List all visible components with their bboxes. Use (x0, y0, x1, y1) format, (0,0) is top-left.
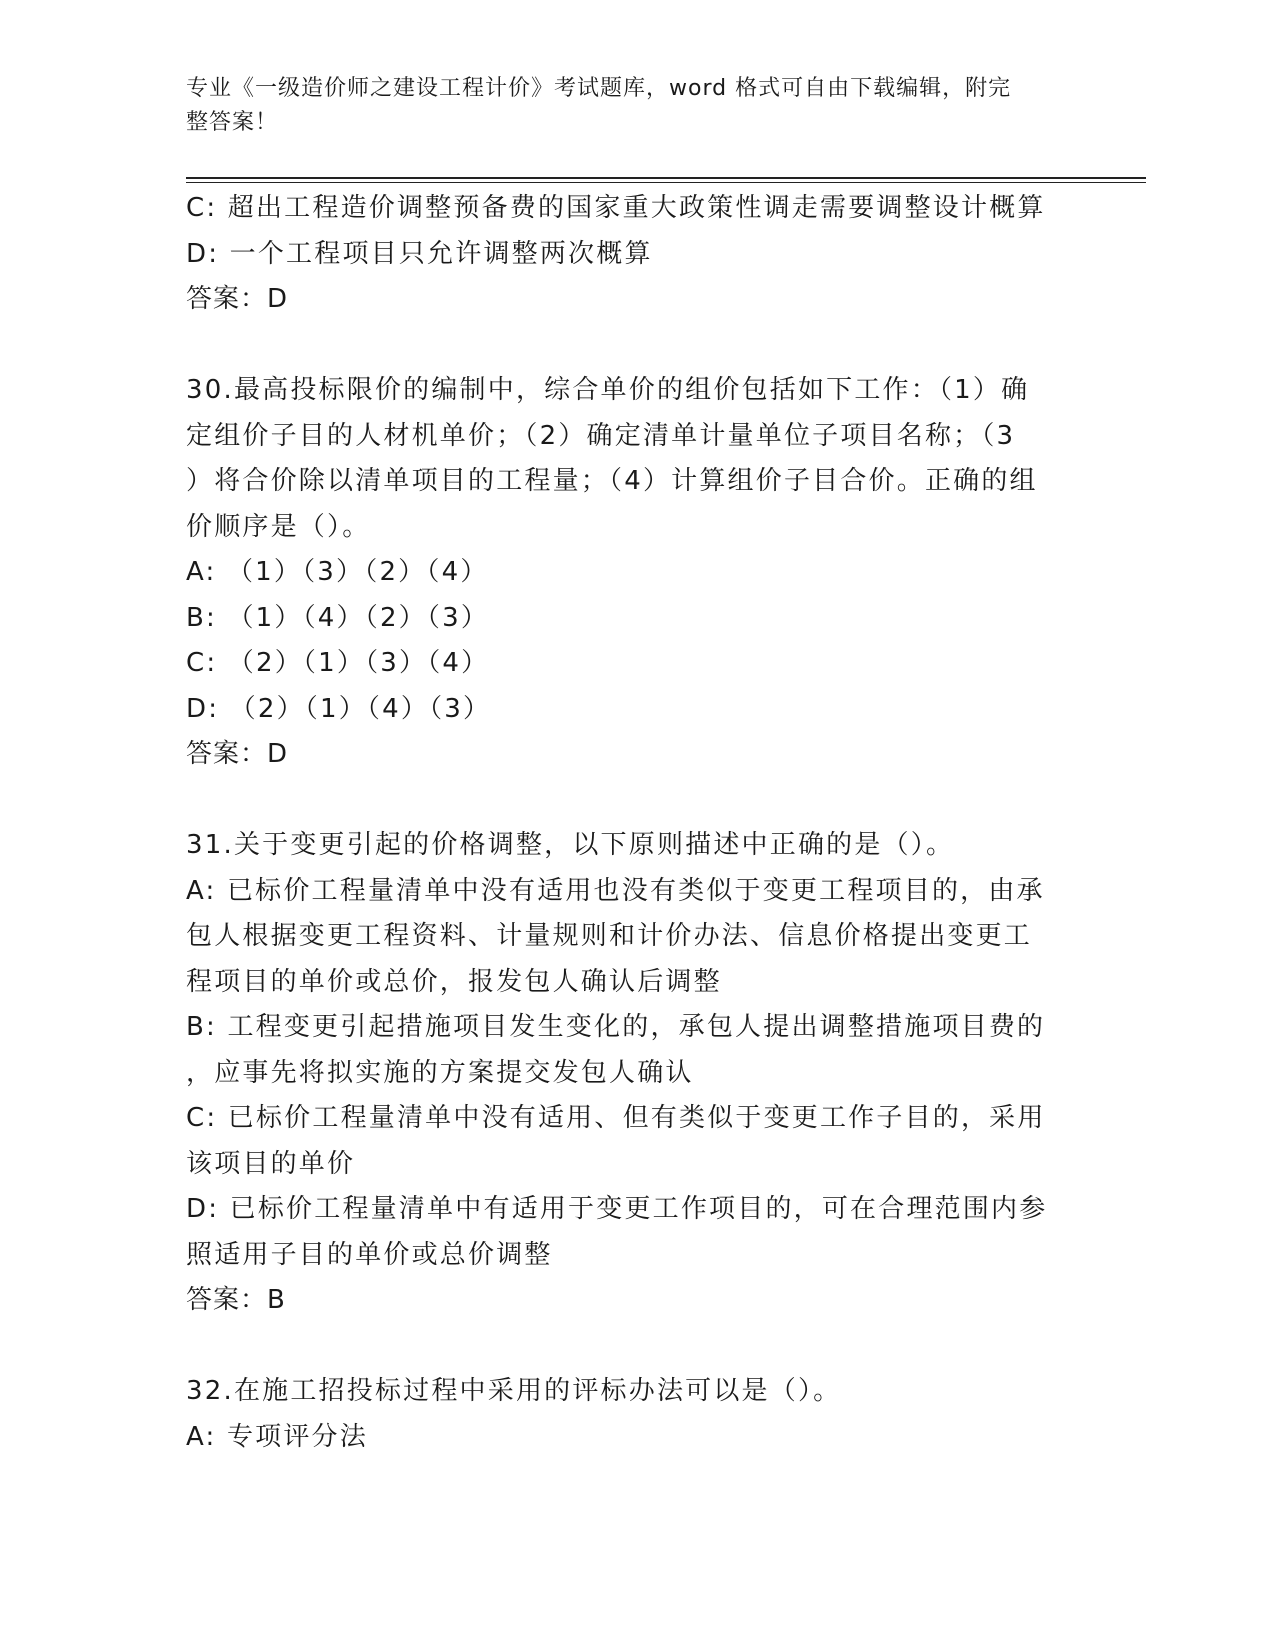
question-stem-line: 价顺序是（）。 (186, 511, 371, 542)
question-32 (186, 1369, 1066, 1460)
question-stem-line: 定组价子目的人材机单价；（2）确定清单计量单位子项目名称；（3 (186, 420, 1016, 451)
question-29-tail (186, 186, 1066, 323)
document-header (186, 72, 1066, 140)
option-c-line: 该项目的单价 (186, 1148, 356, 1179)
option-c-line: C: 已标价工程量清单中没有适用、但有类似于变更工作子目的，采用 (186, 1103, 1046, 1133)
spacer (186, 323, 1066, 369)
spacer (186, 1324, 1066, 1370)
option-b-line: B: 工程变更引起措施项目发生变化的，承包人提出调整措施项目费的 (186, 1012, 1046, 1042)
option-c: C: （2）（1）（3）（4） (186, 648, 490, 678)
option-a-line: 包人根据变更工程资料、计量规则和计价办法、信息价格提出变更工 (186, 921, 1033, 951)
option-d: D: （2）（1）（4）（3） (186, 693, 492, 724)
question-list (186, 186, 1066, 1460)
option-d-line: D: 已标价工程量清单中有适用于变更工作项目的，可在合理范围内参 (186, 1194, 1048, 1224)
option-b: B: （1）（4）（2）（3） (186, 602, 490, 633)
header-divider-thin (186, 182, 1146, 183)
header-line-2: 整答案！ (186, 110, 279, 135)
question-stem: 31.关于变更引起的价格调整，以下原则描述中正确的是（）。 (186, 830, 955, 860)
option-a: A: （1）（3）（2）（4） (186, 557, 489, 587)
header-divider-thick (186, 177, 1146, 179)
option-a-line: 程项目的单价或总价，报发包人确认后调整 (186, 966, 722, 997)
question-stem-line: ）将合价除以清单项目的工程量；（4）计算组价子目合价。正确的组 (186, 466, 1038, 496)
option-a-line: A: 已标价工程量清单中没有适用也没有类似于变更工程项目的，由承 (186, 875, 1045, 906)
option-a: A: 专项评分法 (186, 1421, 368, 1452)
header-line-1: 专业《一级造价师之建设工程计价》考试题库，word 格式可自由下载编辑，附完 (186, 76, 1012, 101)
question-stem: 32.在施工招投标过程中采用的评标办法可以是（）。 (186, 1376, 842, 1406)
option-c: C: 超出工程造价调整预备费的国家重大政策性调走需要调整设计概算 (186, 193, 1046, 223)
question-30 (186, 368, 1066, 778)
spacer (186, 778, 1066, 824)
answer-label: 答案：B (186, 1285, 286, 1315)
option-d-line: 照适用子目的单价或总价调整 (186, 1239, 553, 1270)
question-31 (186, 823, 1066, 1324)
answer-label: 答案：D (186, 739, 289, 769)
question-stem-line: 30.最高投标限价的编制中，综合单价的组价包括如下工作：（1）确 (186, 375, 1030, 405)
answer-label: 答案：D (186, 284, 289, 314)
option-b-line: ，应事先将拟实施的方案提交发包人确认 (186, 1057, 694, 1088)
option-d: D: 一个工程项目只允许调整两次概算 (186, 238, 653, 269)
